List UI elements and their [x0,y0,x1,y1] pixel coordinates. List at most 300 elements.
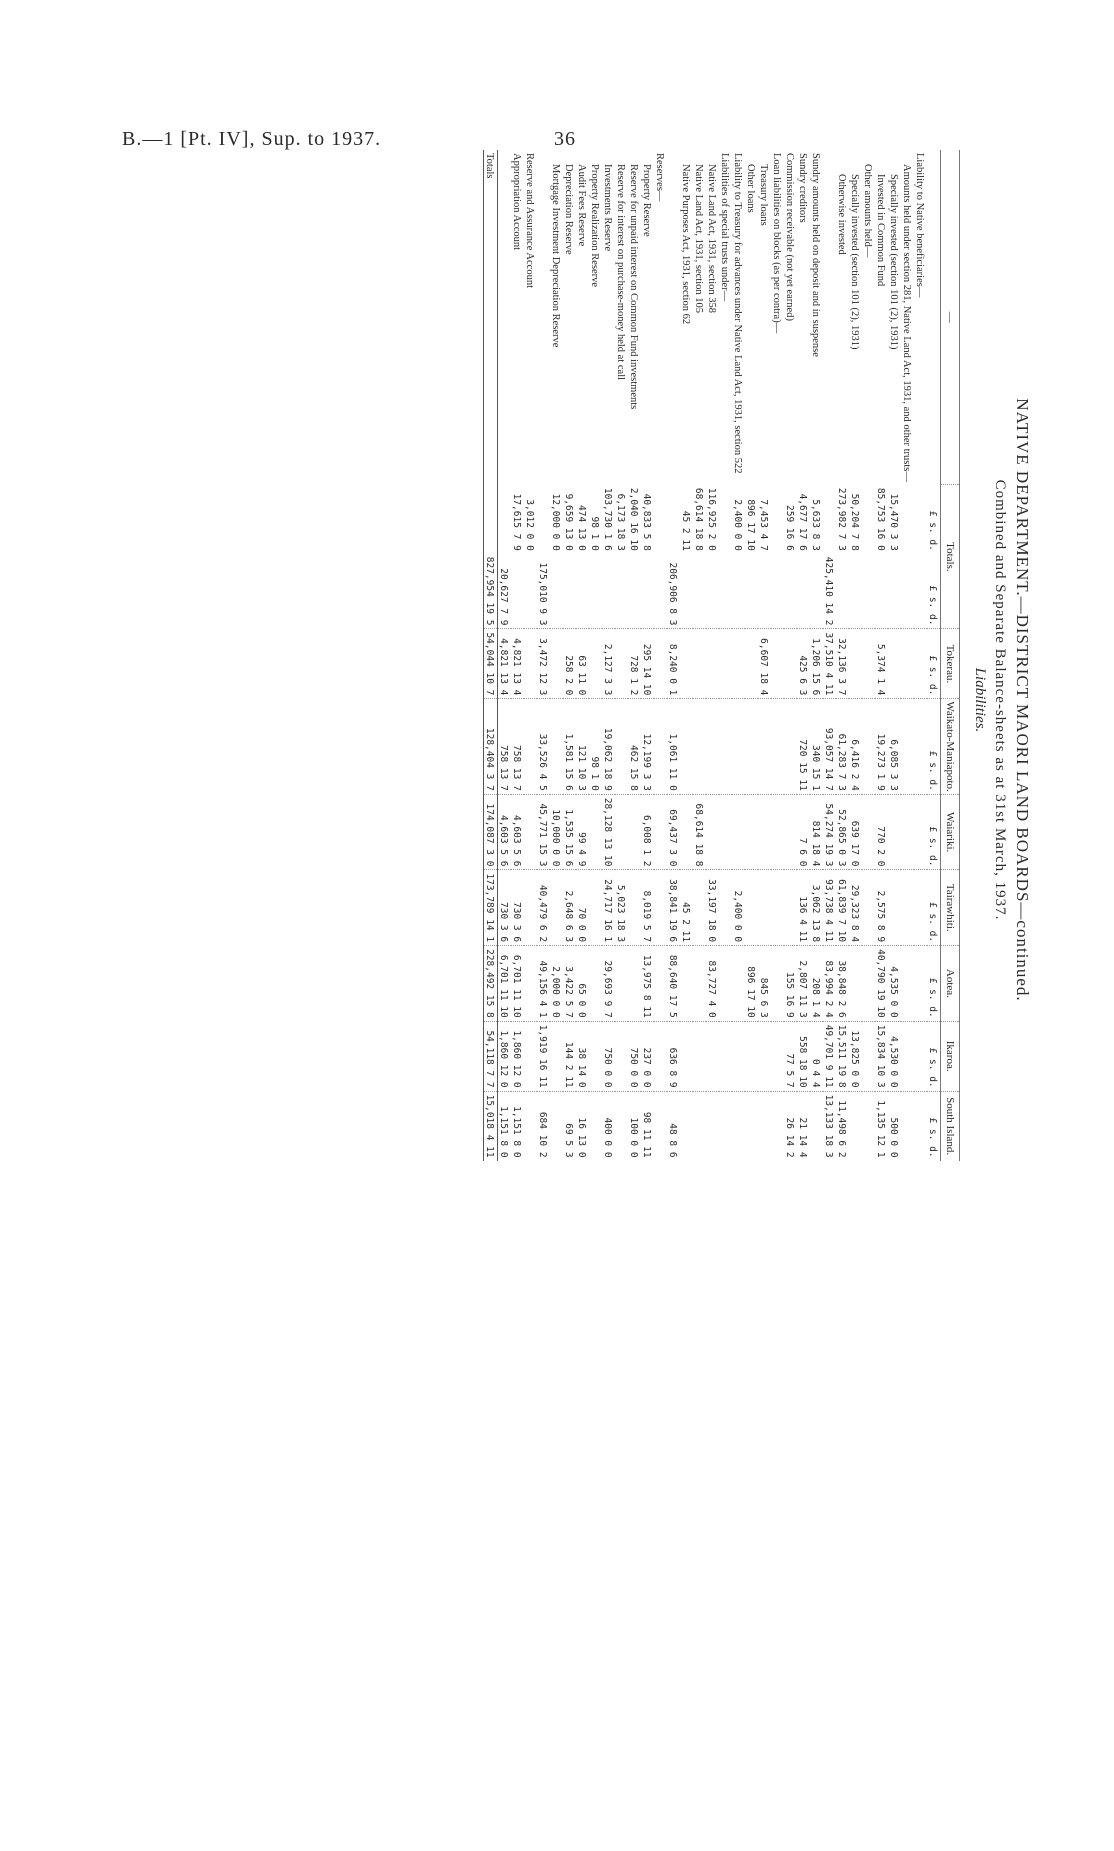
amount-cell: 19,273 1 9 [875,699,888,794]
amount-cell [914,629,927,699]
amount-cell [706,699,719,794]
amount-cell: 88,640 17 5 [667,946,680,1022]
amount-cell [550,870,563,946]
amount-cell [550,554,563,629]
amount-cell: 1,151 8 0 [498,1091,512,1160]
amount-cell: 26 14 2 [784,1091,797,1160]
amount-cell [862,554,875,629]
amount-cell: 45,771 15 3 [537,794,550,870]
amount-cell [719,794,732,870]
amount-cell [914,699,927,794]
amount-cell [589,794,602,870]
amount-cell [810,1091,823,1160]
amount-cell: 98 1 0 [589,699,602,794]
amount-cell [745,1021,758,1091]
table-row [823,150,836,1161]
amount-cell: 827,954 19 5 [484,554,498,629]
amount-cell [654,794,667,870]
amount-cell [693,870,706,946]
amount-cell [823,485,836,554]
table-row [511,150,524,1161]
amount-cell [706,554,719,629]
amount-cell [901,794,914,870]
amount-cell: 174,087 3 0 [484,794,498,870]
amount-cell: 83,727 4 0 [706,946,719,1022]
table-body [484,150,928,1161]
table-header-row [941,150,960,1161]
amount-cell [524,629,537,699]
amount-cell [589,1091,602,1160]
amount-cell: 7 6 0 [797,794,810,870]
amount-cell [589,1021,602,1091]
amount-cell [524,1021,537,1091]
amount-cell: 13,975 8 11 [641,946,654,1022]
amount-cell [693,629,706,699]
amount-cell [654,629,667,699]
amount-cell [732,629,745,699]
amount-cell: 15,018 4 11 [484,1091,498,1160]
amount-cell [732,794,745,870]
amount-cell: 2,000 0 0 [550,946,563,1022]
amount-cell [849,1091,862,1160]
amount-cell: 3,422 5 7 [563,946,576,1022]
row-label: Depreciation Reserve [563,164,574,255]
amount-cell [719,629,732,699]
amount-cell: 5,023 18 3 [615,870,628,946]
amount-cell [901,1021,914,1091]
amount-cell [537,485,550,554]
row-label: Invested in Common Fund [875,174,886,287]
amount-cell: 400 0 0 [602,1091,615,1160]
row-label: Sundry amounts held on deposit and in suspense [810,153,821,357]
document-subtitle: Combined and Separate Balance-sheets as at 31st March, 1937. [992,479,1008,921]
amount-cell [550,1091,563,1160]
row-label: Reserve and Assurance Account [524,153,535,288]
amount-cell: 1,919 16 11 [537,1021,550,1091]
row-label: Specially invested (section 101 (2), 1931) [888,174,899,350]
row-label: Reserve for unpaid interest on Common Fund investments [628,164,639,410]
amount-cell [693,1091,706,1160]
amount-cell: 5,374 1 4 [875,629,888,699]
amount-cell [914,554,927,629]
amount-cell [901,1091,914,1160]
units-label: £ s. d. [927,510,938,551]
row-label: Liabilities of special trusts under— [719,153,730,302]
amount-cell [875,554,888,629]
table-row [693,150,706,1161]
amount-cell: 116,925 2 0 [706,487,717,551]
amount-cell [732,1091,745,1160]
table-row [888,150,901,1161]
amount-cell [654,946,667,1022]
amount-cell: 896 17 10 [745,499,756,551]
amount-cell [615,1021,628,1091]
table-row [654,150,667,1161]
amount-cell [784,699,797,794]
amount-cell: 52,865 0 3 [836,794,849,870]
amount-cell [914,794,927,870]
row-label: Liability to Native beneficiaries— [914,153,925,298]
amount-cell: 1,206 15 6 [810,629,823,699]
amount-cell: 845 6 3 [758,946,771,1022]
amount-cell [511,554,524,629]
amount-cell: 93,738 4 11 [823,870,836,946]
amount-cell [901,554,914,629]
amount-cell: 63 11 0 [576,629,589,699]
amount-cell [732,1021,745,1091]
amount-cell [771,1021,784,1091]
amount-cell: 98 11 11 [641,1091,654,1160]
amount-cell: 896 17 10 [745,946,758,1022]
amount-cell: 2,040 16 10 [628,487,639,551]
amount-cell [524,870,537,946]
units-label: £ s. d. [927,870,941,946]
amount-cell: 500 0 0 [888,1091,901,1160]
amount-cell: 3,012 0 0 [524,499,535,551]
amount-cell: 13,825 0 0 [849,1021,862,1091]
amount-cell: 173,789 14 1 [484,870,498,946]
amount-cell: 462 15 8 [628,699,641,794]
amount-cell [732,946,745,1022]
amount-cell: 8,240 0 1 [667,629,680,699]
amount-cell [680,794,693,870]
amount-cell: 259 16 6 [784,505,795,551]
table-row [862,150,875,1161]
amount-cell [836,554,849,629]
row-label: Property Realization Reserve [589,164,600,288]
row-label: Reserves— [654,153,665,202]
amount-cell: 3,062 13 8 [810,870,823,946]
amount-cell: 1,581 15 6 [563,699,576,794]
amount-cell [888,554,901,629]
table-row [537,150,550,1161]
amount-cell: 6,416 2 4 [849,699,862,794]
amount-cell: 206,906 8 3 [667,562,678,626]
row-label: Sundry creditors [797,153,808,223]
table-row [745,150,758,1161]
amount-cell [628,554,641,629]
units-label: £ s. d. [927,629,941,699]
amount-cell: 33,526 4 5 [537,699,550,794]
amount-cell [914,870,927,946]
amount-cell: 85,753 16 0 [875,487,886,551]
amount-cell [706,794,719,870]
amount-cell: 69,437 3 0 [667,794,680,870]
amount-cell: 2,648 6 3 [563,870,576,946]
amount-cell: 1,151 8 0 [511,1091,524,1160]
amount-cell: 19,062 18 9 [602,699,615,794]
amount-cell: 1,860 12 0 [511,1021,524,1091]
amount-cell [550,629,563,699]
row-label [667,150,680,485]
amount-cell: 69 5 3 [563,1091,576,1160]
amount-cell: 4,821 13 4 [511,629,524,699]
units-label: £ s. d. [927,1021,941,1091]
amount-cell [745,1091,758,1160]
amount-cell: 128,404 3 7 [484,699,498,794]
amount-cell [771,794,784,870]
amount-cell [589,946,602,1022]
table-row [901,150,914,1161]
label-column-header: — [941,150,960,485]
amount-cell: 295 14 10 [641,629,654,699]
amount-cell [758,794,771,870]
units-label: £ s. d. [927,794,941,870]
amount-cell: 38,848 2 6 [836,946,849,1022]
amount-cell [654,699,667,794]
amount-cell: 6,701 11 10 [498,946,512,1022]
amount-cell: 83,994 2 4 [823,946,836,1022]
amount-cell [914,1091,927,1160]
column-header: South Island. [941,1091,960,1160]
amount-cell [914,485,927,554]
amount-cell [758,1091,771,1160]
row-label: Reserve for interest on purchase-money held at call [615,164,626,381]
amount-cell [628,946,641,1022]
row-label: Liability to Treasury for advances under Native Land Act, 1931, section 522 [732,153,743,474]
amount-cell: 21 14 4 [797,1091,810,1160]
amount-cell [862,699,875,794]
amount-cell [862,794,875,870]
amount-cell [771,1091,784,1160]
amount-cell: 814 18 4 [810,794,823,870]
amount-cell [498,485,512,554]
amount-cell [706,1091,719,1160]
column-header: Aotea. [941,946,960,1022]
amount-cell: 728 1 2 [628,629,641,699]
amount-cell [862,946,875,1022]
amount-cell: 4,603 5 6 [511,794,524,870]
amount-cell: 6,173 18 3 [615,493,626,551]
amount-cell: 54,118 7 7 [484,1021,498,1091]
document-title: NATIVE DEPARTMENT.—DISTRICT MAORI LAND BOARDS—continued. [1013,398,1032,1002]
amount-cell: 98 1 0 [589,516,600,551]
row-label: Other amounts held— [862,164,873,258]
page-number: 36 [554,128,576,150]
row-label: Audit Fees Reserve [576,164,587,247]
amount-cell [524,794,537,870]
amount-cell: 758 13 7 [498,699,512,794]
amount-cell: 61,839 7 10 [836,870,849,946]
amount-cell [628,870,641,946]
amount-cell: 340 15 1 [810,699,823,794]
amount-cell: 29,323 8 4 [849,870,862,946]
amount-cell [914,1021,927,1091]
amount-cell: 48 8 6 [667,1091,680,1160]
column-header: Totals. [941,485,960,629]
amount-cell: 50,204 7 8 [849,493,860,551]
section-heading: Liabilities. [972,667,988,733]
amount-cell [732,699,745,794]
amount-cell [524,554,537,629]
amount-cell: 1,061 11 0 [667,699,680,794]
amount-cell [758,699,771,794]
amount-cell [849,629,862,699]
table-row [875,150,888,1161]
column-header: Waikato-Maniapoto. [941,699,960,794]
amount-cell [550,699,563,794]
amount-cell: 38,841 19 6 [667,870,680,946]
amount-cell [615,946,628,1022]
table-row [797,150,810,1161]
amount-cell: 4,535 0 0 [888,946,901,1022]
amount-cell: 750 0 0 [628,1021,641,1091]
amount-cell [602,554,615,629]
amount-cell [745,699,758,794]
amount-cell [745,629,758,699]
amount-cell: 9,659 13 0 [563,493,574,551]
row-label: Treasury loans [758,164,769,226]
amount-cell: 32,136 3 7 [836,629,849,699]
amount-cell: 68,614 18 8 [693,487,704,551]
amount-cell: 10,000 0 0 [550,794,563,870]
amount-cell: 40,833 5 8 [641,493,652,551]
amount-cell: 730 3 6 [498,870,512,946]
amount-cell [758,554,771,629]
amount-cell: 425 6 3 [797,629,810,699]
amount-cell [680,946,693,1022]
amount-cell [719,699,732,794]
amount-cell [771,870,784,946]
amount-cell: 175,010 9 3 [537,562,548,626]
amount-cell: 33,197 18 0 [706,870,719,946]
row-label [498,150,512,485]
amount-cell [849,946,862,1022]
amount-cell [810,554,823,629]
amount-cell: 40,479 6 2 [537,870,550,946]
amount-cell [901,699,914,794]
amount-cell: 237 0 0 [641,1021,654,1091]
amount-cell [628,794,641,870]
table-row [914,150,927,1161]
amount-cell: 136 4 11 [797,870,810,946]
table-row [810,150,823,1161]
amount-cell: 0 4 4 [810,1021,823,1091]
amount-cell: 28,128 13 10 [602,794,615,870]
amount-cell [680,629,693,699]
row-label: Amounts held under section 281, Native Land Act, 1931, and other trusts— [901,164,912,482]
row-label: Mortgage Investment Depreciation Reserve [550,164,561,348]
row-label: Otherwise invested [836,174,847,255]
amount-cell [693,699,706,794]
column-header: Tokerau. [941,629,960,699]
row-label [823,150,836,485]
amount-cell: 4,603 5 6 [498,794,512,870]
amount-cell [719,554,732,629]
amount-cell: 11,498 6 2 [836,1091,849,1160]
column-header: Waiariki. [941,794,960,870]
amount-cell [771,629,784,699]
amount-cell: 425,410 14 2 [823,556,834,626]
amount-cell [615,554,628,629]
amount-cell: 6,085 3 3 [888,699,901,794]
amount-cell: 40,790 19 10 [875,946,888,1022]
amount-cell [888,794,901,870]
amount-cell: 770 2 0 [875,794,888,870]
amount-cell: 3,472 12 3 [537,629,550,699]
amount-cell: 758 13 7 [511,699,524,794]
row-label: Property Reserve [641,164,652,237]
amount-cell: 45 2 11 [680,510,691,551]
amount-cell [901,485,914,554]
amount-cell [693,946,706,1022]
amount-cell [784,794,797,870]
amount-cell [797,554,810,629]
amount-cell [901,629,914,699]
balance-sheet [90,150,1030,1810]
amount-cell: 7,453 4 7 [758,499,769,551]
amount-cell: 639 17 0 [849,794,862,870]
amount-cell [745,870,758,946]
table-row [758,150,771,1161]
amount-cell [719,1021,732,1091]
amount-cell [484,485,498,554]
amount-cell: 6,607 18 4 [758,629,771,699]
amount-cell: 24,717 16 1 [602,870,615,946]
document-reference: B.—1 [Pt. IV], Sup. to 1937. [122,128,382,150]
amount-cell [862,1091,875,1160]
amount-cell: 1,135 12 1 [875,1091,888,1160]
amount-cell: 8,019 5 7 [641,870,654,946]
amount-cell [901,946,914,1022]
amount-cell [732,554,745,629]
table-row [576,150,589,1161]
amount-cell [914,946,927,1022]
table-row [667,150,680,1161]
amount-cell [719,485,732,554]
table-row [849,150,862,1161]
amount-cell: 258 2 0 [563,629,576,699]
table-row [589,150,602,1161]
amount-cell [888,870,901,946]
units-label: £ s. d. [927,946,941,1022]
amount-cell: 155 16 9 [784,946,797,1022]
amount-cell: 38 14 0 [576,1021,589,1091]
amount-cell [862,485,875,554]
amount-cell [615,629,628,699]
amount-cell [771,946,784,1022]
table-row [706,150,719,1161]
amount-cell: 100 0 0 [628,1091,641,1160]
table-row [524,150,537,1161]
amount-cell [654,554,667,629]
table-row [615,150,628,1161]
amount-cell [862,629,875,699]
amount-cell [745,794,758,870]
amount-cell [706,629,719,699]
table-row [602,150,615,1161]
amount-cell: 4,821 13 4 [498,629,512,699]
amount-cell: 144 2 11 [563,1021,576,1091]
totals-row [484,150,498,1161]
amount-cell: 54,044 10 7 [484,629,498,699]
amount-cell [888,629,901,699]
amount-cell [563,554,576,629]
amount-cell: 273,982 7 3 [836,487,847,551]
amount-cell: 2,575 8 9 [875,870,888,946]
amount-cell [654,870,667,946]
amount-cell: 636 8 9 [667,1021,680,1091]
table-row [641,150,654,1161]
amount-cell [680,1021,693,1091]
amount-cell [693,1021,706,1091]
amount-cell: 1,535 15 6 [563,794,576,870]
amount-cell [693,554,706,629]
amount-cell: 15,511 19 8 [836,1021,849,1091]
row-label: Specially invested (section 101 (2), 1931) [849,174,860,350]
amount-cell: 208 1 4 [810,946,823,1022]
amount-cell: 228,492 15 8 [484,946,498,1022]
